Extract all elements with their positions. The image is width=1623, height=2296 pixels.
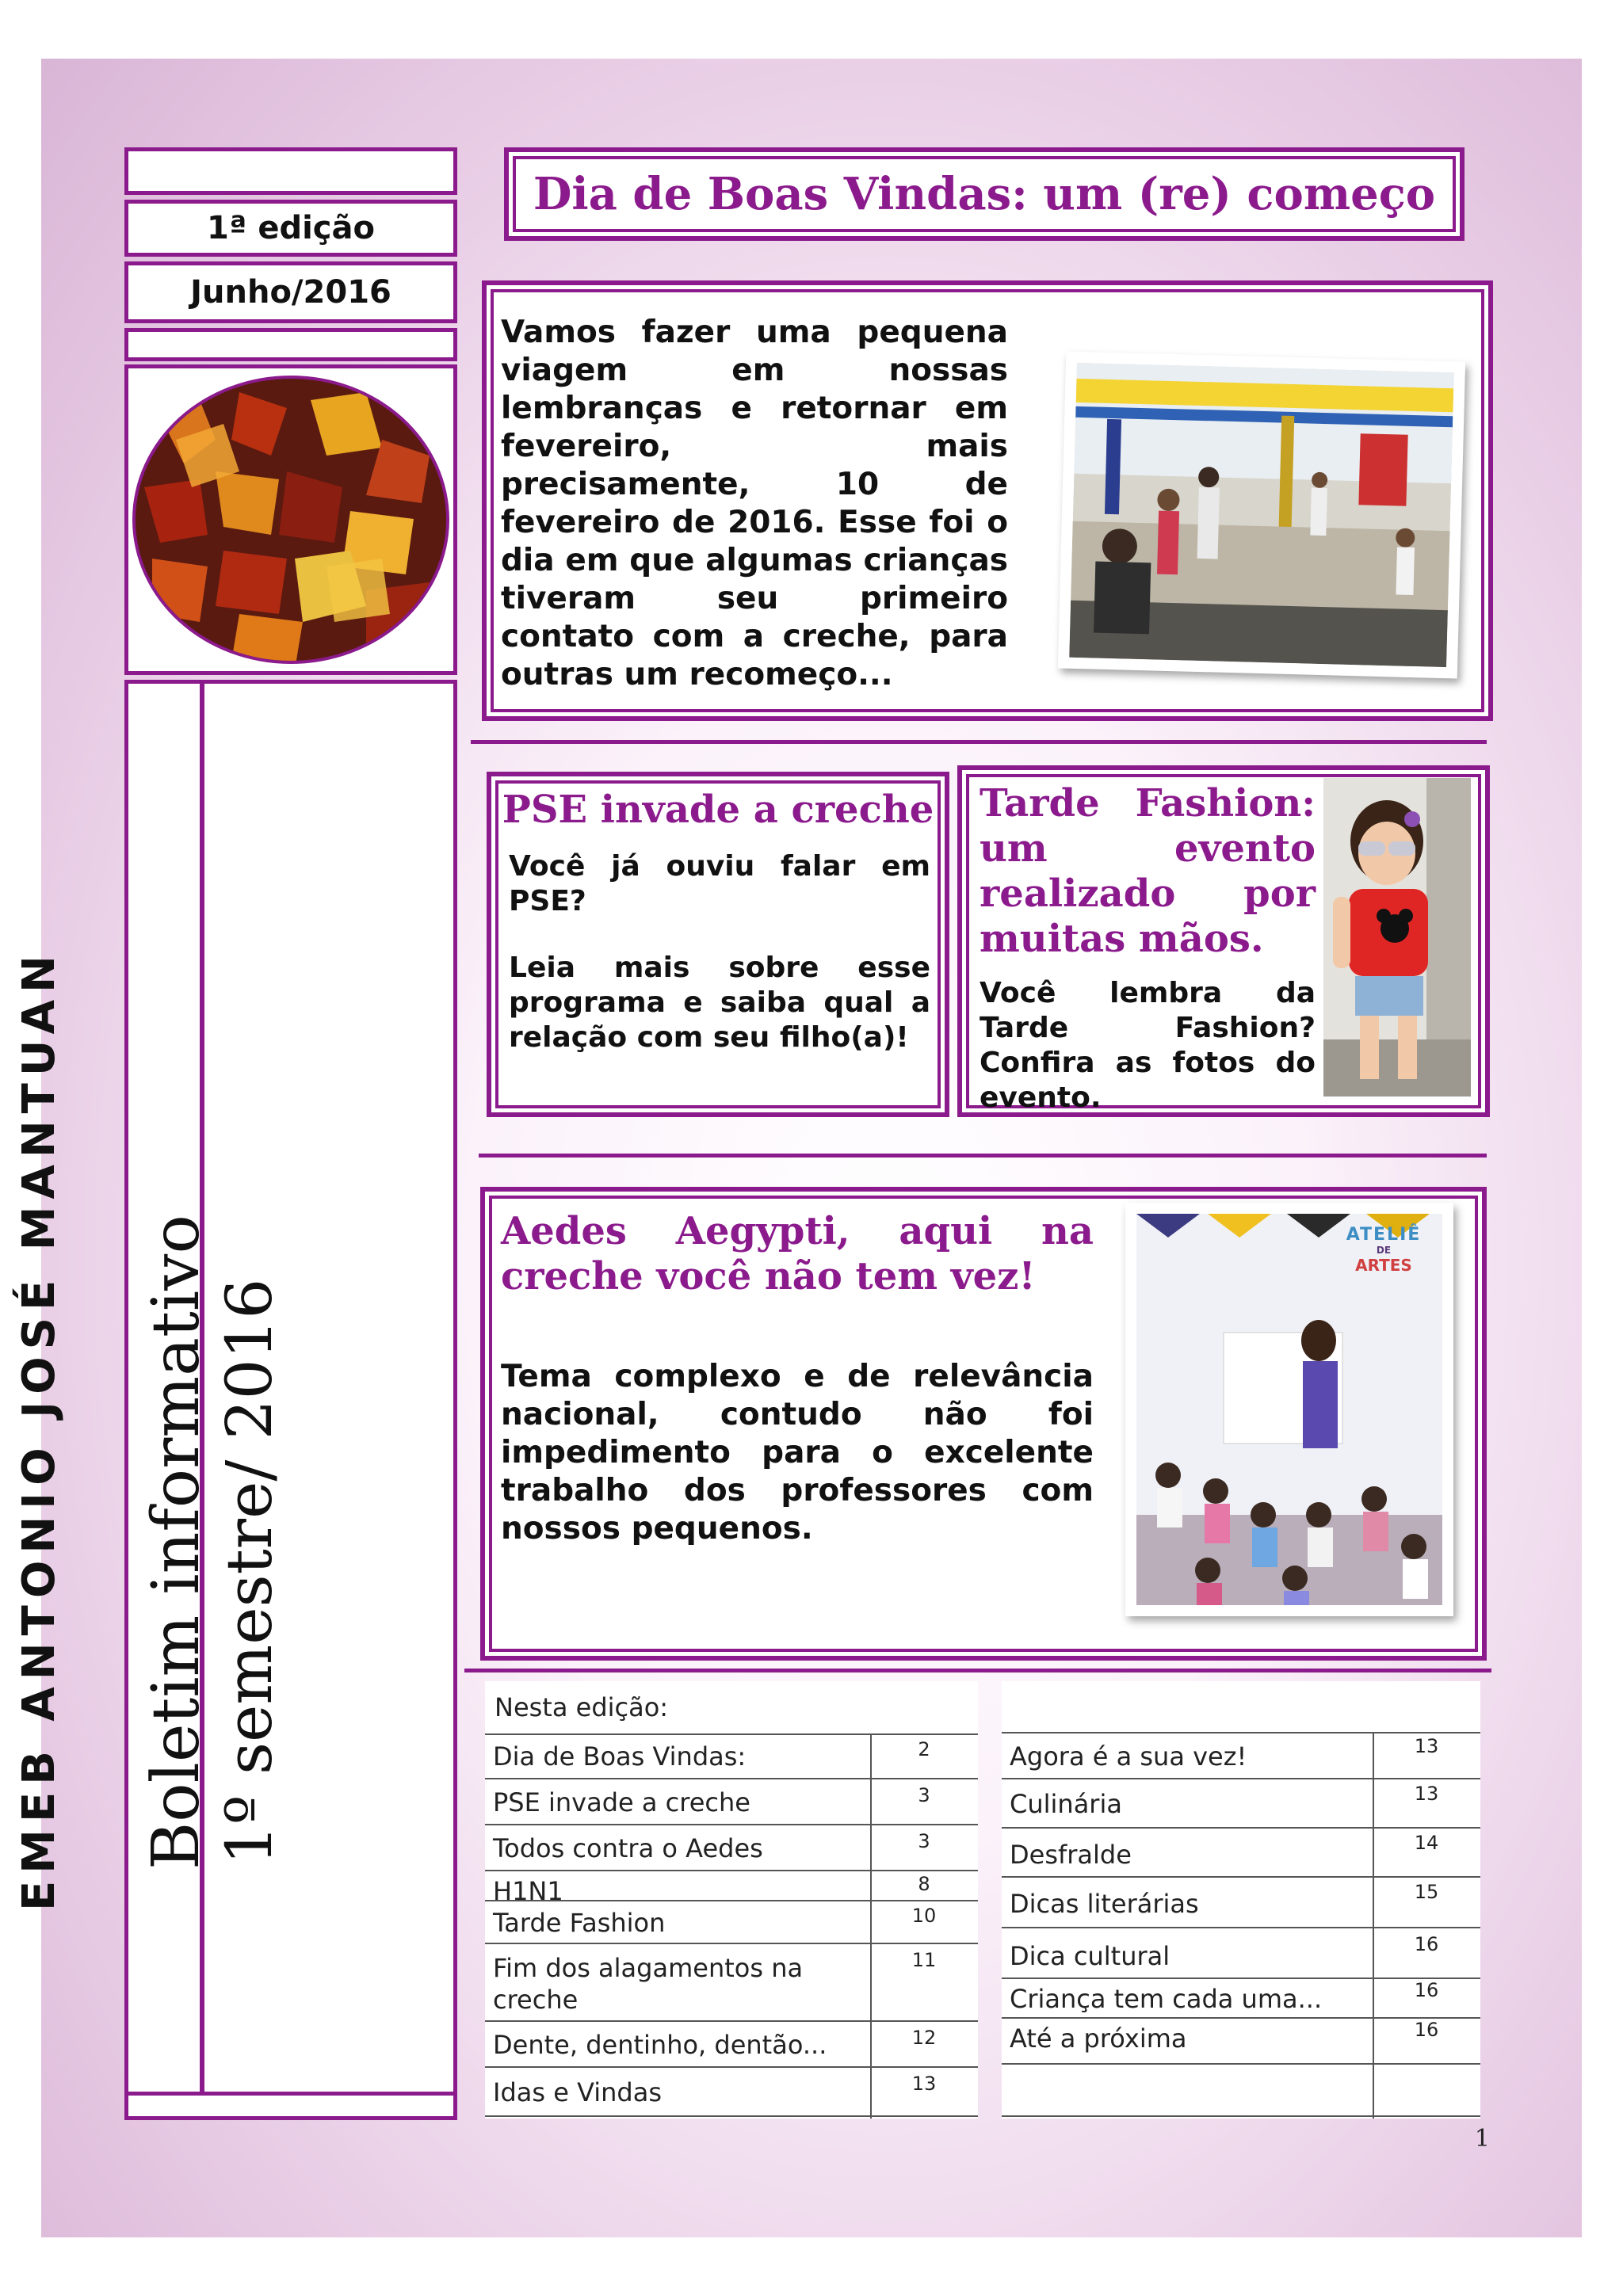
toc-row-title: Dente, dentinho, dentão...	[493, 2030, 827, 2060]
date-label: Junho/2016	[190, 274, 391, 311]
pse-paragraph-1: Você já ouviu falar em PSE?	[509, 850, 930, 917]
toc-row-page: 10	[911, 1905, 937, 1927]
toc-row[interactable]	[1002, 1732, 1480, 1779]
toc-heading: Nesta edição:	[495, 1692, 669, 1722]
toc-row-page: 12	[911, 2027, 937, 2049]
toc-row-page: 2	[918, 1738, 930, 1760]
toc-row-title: Fim dos alagamentos na creche	[493, 1953, 804, 2015]
bulletin-title-line1: Boletim informativo	[139, 1215, 214, 1870]
toc-row-page: 13	[1414, 1783, 1439, 1805]
pse-title: PSE invade a creche	[502, 788, 934, 832]
aedes-text: Tema complexo e de relevância nacional, contudo não foi impedimento para o excelente trabalho dos professores com nossos pequenos.	[501, 1359, 1094, 1547]
toc-row[interactable]	[485, 2068, 978, 2117]
toc-row-title: Dica cultural	[1010, 1941, 1170, 1971]
page-number: 1	[1474, 2125, 1490, 2153]
toc-row[interactable]	[1002, 1829, 1480, 1878]
toc-row[interactable]	[1002, 1979, 1480, 2019]
toc-row[interactable]	[485, 1779, 978, 1825]
toc-row-page: 16	[1414, 1979, 1439, 2001]
school-name: EMEB ANTONIO JOSÉ MANTUAN	[13, 948, 65, 1911]
toc-row[interactable]	[485, 1944, 978, 2022]
toc-row[interactable]	[1002, 1928, 1480, 1979]
atelier-sign	[1336, 1225, 1431, 1275]
toc-row-page: 14	[1414, 1832, 1439, 1854]
toc-row[interactable]	[485, 1825, 978, 1871]
toc-row-title: Idas e Vindas	[493, 2077, 663, 2107]
divider-1	[471, 740, 1487, 744]
toc-row[interactable]	[1002, 1779, 1480, 1829]
toc-row-title: Desfralde	[1010, 1840, 1132, 1870]
page-title: Dia de Boas Vindas: um (re) começo	[533, 168, 1436, 220]
sidebar-bottom-strip	[124, 2092, 457, 2120]
toc-row-page: 8	[918, 1873, 930, 1895]
pse-paragraph-2: Leia mais sobre esse programa e saiba qual a relação com seu filho(a)!	[509, 952, 930, 1054]
fashion-title: Tarde Fashion: um evento realizado por muitas mãos.	[980, 781, 1316, 961]
toc-row-title: H1N1	[493, 1876, 563, 1906]
toc-row-title: Até a próxima	[1010, 2023, 1187, 2054]
sidebar-top-strip	[124, 147, 457, 195]
toc-row-page: 3	[918, 1784, 930, 1806]
toc-row-title: Dia de Boas Vindas:	[493, 1741, 747, 1772]
toc-left	[485, 1681, 978, 2119]
toc-right	[1002, 1681, 1480, 2119]
toc-row-page: 15	[1414, 1881, 1439, 1903]
toc-row-title: Dicas literárias	[1010, 1889, 1199, 1919]
divider-2	[479, 1154, 1487, 1158]
edition-label: 1ª edição	[207, 210, 375, 246]
toc-row-title: Todos contra o Aedes	[493, 1833, 763, 1863]
toc-row[interactable]	[1002, 2019, 1480, 2065]
fashion-text: Você lembra da Tarde Fashion? Confira as fotos do evento.	[980, 977, 1316, 1114]
toc-row-title: Culinária	[1010, 1789, 1122, 1819]
toc-row-title: PSE invade a creche	[493, 1787, 750, 1817]
bulletin-title-line2: 1º semestre/ 2016	[212, 1278, 286, 1865]
intro-text: Vamos fazer uma pequena viagem em nossas lembranças e retornar em fevereiro, mais precisamente, 10 de fevereiro de 2016. Esse foi o dia em que algumas crianças tiveram seu primeiro contato com a creche, para outras um recomeço...	[501, 315, 1008, 692]
toc-row-title: Criança tem cada uma...	[1010, 1984, 1323, 2014]
toc-row[interactable]	[485, 2022, 978, 2068]
autumn-leaves-image	[128, 368, 453, 671]
welcome-day-photo	[1058, 351, 1465, 678]
toc-row[interactable]	[485, 1901, 978, 1944]
aedes-atelier-photo	[1125, 1203, 1453, 1616]
atelier-sign-line3: ARTES	[1355, 1256, 1412, 1275]
atelier-sign-line1: ATELIÊ	[1346, 1225, 1422, 1245]
toc-row-page: 13	[911, 2073, 937, 2095]
toc-row-page: 13	[1414, 1735, 1439, 1757]
toc-row[interactable]	[1002, 1878, 1480, 1928]
toc-row-title: Tarde Fashion	[493, 1908, 666, 1938]
toc-row-page: 11	[911, 1949, 937, 1971]
toc-row[interactable]	[485, 1871, 978, 1906]
toc-row-title: Agora é a sua vez!	[1010, 1741, 1247, 1772]
divider-3	[464, 1669, 1491, 1672]
bulletin-title	[140, 919, 291, 1870]
sidebar-spacer-strip	[124, 328, 457, 361]
toc-row-empty	[1002, 2065, 1480, 2117]
atelier-sign-line2: DE	[1376, 1245, 1392, 1256]
toc-row-page: 3	[918, 1830, 930, 1852]
toc-row-page: 16	[1414, 1933, 1439, 1955]
toc-row-page: 16	[1414, 2019, 1439, 2041]
aedes-title: Aedes Aegypti, aqui na creche você não tem vez!	[501, 1209, 1094, 1299]
toc-row[interactable]	[485, 1733, 978, 1779]
fashion-girl-photo	[1323, 778, 1471, 1097]
